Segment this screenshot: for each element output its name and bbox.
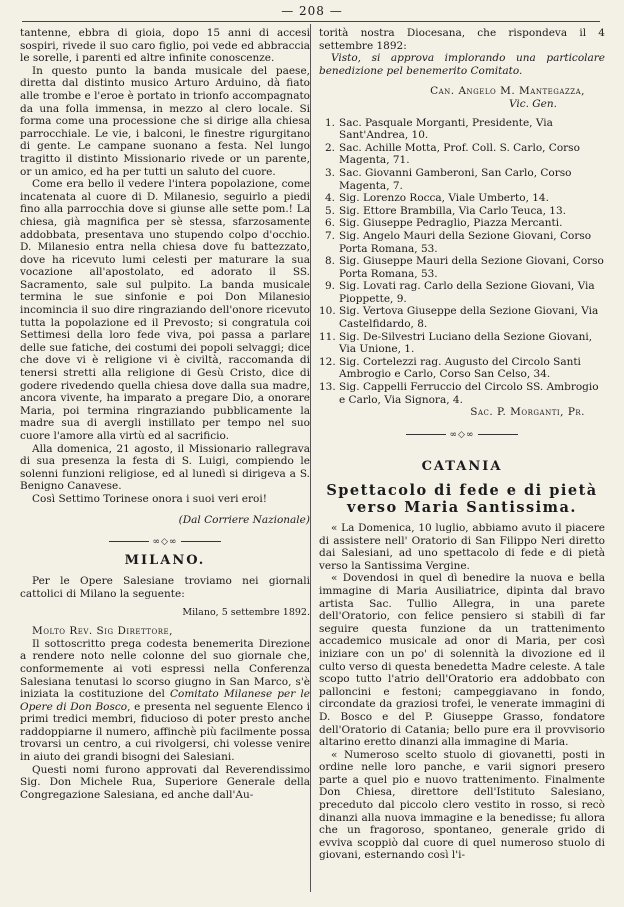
list-item: 13. Sig. Cappelli Ferruccio del Circolo SS. Ambrogio e Carlo, Via Signora, 4.: [319, 381, 599, 406]
list-item: 2. Sac. Achille Motta, Prof. Coll. S. Carlo, Corso Magenta, 71.: [324, 141, 580, 167]
list-item: 11. Sig. De-Silvestri Luciano della Sezione Giovani, Via Unione, 1.: [319, 330, 593, 356]
header-rule: [22, 21, 600, 22]
letter-paragraph: [20, 638, 310, 764]
list-item: 8. Sig. Giuseppe Mauri della Sezione Giovani, Corso Porta Romana, 53.: [324, 255, 604, 280]
paragraph: torità nostra Diocesana, che rispondeva il 4 settembre 1892:: [319, 27, 605, 52]
president-signature: Sac. P. Morganti, Pr.: [470, 406, 585, 419]
letter-text: Il sottoscritto prega codesta benemerita Direzione a rendere noto nelle colonne del suo giornale che, conformemente ai voti espressi nella Conferenza Salesiana tenutasi lo scorso giugno in San Marco, s'è iniziata la costituzione del: [20, 637, 310, 701]
headline-line-2: verso Maria Santissima.: [347, 499, 577, 516]
list-item: 10. Sig. Vertova Giuseppe della Sezione Giovani, Via Castelfidardo, 8.: [319, 305, 599, 331]
paragraph: « Dovendosi in quel dì benedire la nuova e bella immagine di Maria Ausiliatrice, dipinta dal bravo artista Sac. Tullio Allegra, in una parete dell'Oratorio, con felice pensiero si stabilì di far seguire questa funzione da un trattenimento accademico musicale ad onor di Maria, per così iniziare con un po' di solennità la divozione ed il culto verso di questa benedetta Madre celeste. A tale scopo tutto l'atrio dell'Oratorio era addobbato con palloncini e festoni; campeggiavano in fondo, circondate da graziosi trofei, le venerate immagini di D. Bosco e del P. Giuseppe Grasso, fondatore dell'Oratorio di Catania; bello pure era il provvisorio altarino eretto dinanzi alla immagine di Maria.: [319, 572, 605, 749]
source-citation: [20, 514, 310, 527]
letter-date: Milano, 5 settembre 1892.: [182, 606, 310, 618]
ornament-divider: ∞◇∞: [319, 429, 605, 442]
paragraph: « Numeroso scelto stuolo di giovanetti, posti in ordine nelle loro panche, e varii signori presero parte a quel pio e nuovo trattenimento. Finalmente Don Chiesa, direttore dell'Istituto Salesiano, preceduto dal piccolo clero vestito in rosso, si recò dinanzi alla nuova immagine e la benedisse; fu allora che un fragoroso, spontaneo, generale grido di evviva scoppiò dal cuore di quel numeroso stuolo di giovani, esternando così l'i-: [319, 748, 605, 862]
list-item: 5. Sig. Ettore Brambilla, Via Carlo Teuca, 13.: [324, 204, 566, 217]
list-item: 12. Sig. Cortelezzi rag. Augusto del Circolo Santi Ambrogio e Carlo, Corso San Celso, 34.: [319, 355, 581, 381]
paragraph: tantenne, ebbra di gioia, dopo 15 anni di accesi sospiri, rivede il suo caro figlio, poi vede ed abbraccia le sorelle, i parenti ed altre infinite conoscenze.: [20, 27, 310, 65]
list-item: 9. Sig. Lovati rag. Carlo della Sezione Giovani, Via Pioppette, 9.: [324, 280, 595, 305]
paragraph: Così Settimo Torinese onora i suoi veri eroi!: [32, 492, 267, 505]
ornament-divider: ∞◇∞: [20, 536, 310, 549]
left-column: [20, 27, 310, 887]
approval-text: Visto, si approva implorando una particolare benedizione pel benemerito Comitato.: [319, 52, 605, 77]
list-item: 7. Sig. Angelo Mauri della Sezione Giovani, Corso Porta Romana, 53.: [324, 229, 592, 255]
paragraph: In questo punto la banda musicale del paese, diretta dal distinto musico Arturo Arduino, dà fiato alle trombe e l'eroe è portato in trionfo accompagnato da una folla immensa, in mezzo al clero locale. Si forma come una processione che si dirige alla chiesa parrocchiale. Le vie, i balconi, le finestre rigurgitano di gente. Le campane suonano a festa. Nel lungo tragitto il distinto Missionario rivede or un parente, or un amico, ed ha per tutti un saluto del cuore.: [20, 64, 310, 178]
paragraph: Per le Opere Salesiane troviamo nei giornali cattolici di Milano la seguente:: [20, 575, 310, 600]
list-item: 4. Sig. Lorenzo Rocca, Viale Umberto, 14.: [324, 192, 549, 205]
paragraph: Alla domenica, 21 agosto, il Missionario rallegrava di sua presenza la festa di S. Luigi, compiendo le solenni funzioni religiose, ed al lunedì si dirigeva a S. Benigno Canavese.: [20, 442, 310, 493]
list-item: 1. Sac. Pasquale Morganti, Presidente, Via Sant'Andrea, 10.: [324, 116, 553, 142]
letter-text: , e presenta nel seguente Elenco i primi tredici membri, fiducioso di poter presto anche raddoppiarne il numero, affinchè più facilmente possa trovarsi un centro, a cui rivolgersi, chi volesse venire in aiuto dei grandi bisogni dei Salesiani.: [20, 700, 310, 764]
column-divider: [310, 24, 311, 892]
letter-paragraph: Questi nomi furono approvati dal Reverendissimo Sig. Don Michele Rua, Superiore Generale della Congregazione Salesiana, ed anche dall'Au-: [20, 763, 310, 801]
paragraph: « La Domenica, 10 luglio, abbiamo avuto il piacere di assistere nell' Oratorio di San Filippo Neri diretto dai Salesiani, ad uno spettacolo di fede e di pietà verso la Santissima Vergine.: [319, 522, 605, 572]
right-column: [319, 27, 605, 887]
source-suffix: ): [305, 513, 310, 526]
source-name: Corriere Nazionale: [204, 513, 306, 526]
paragraph: Come era bello il vedere l'intera popolazione, come incatenata al cuore di D. Milanesio, seguirlo a piedi fino alla parrocchia dove si giunse alle sette pom.! La chiesa, già magnifica per sè stessa, sfarzosamente addobbata, presentava uno stupendo colpo d'occhio. D. Milanesio entra nella chiesa dove fu battezzato, dove ha ricevuto lumi celesti per maturare la sua vocazione all'apostolato, ed adorato il SS. Sacramento, sale sul pulpito. La banda musicale termina le sue sinfonie e poi Don Milanesio incomincia il suo dire ringraziando dell'onore ricevuto tutta la popolazione ed il Prevosto; si congratula coi Settimesi della loro fede viva, poi passa a parlare delle sue fatiche, dei costumi dei popoli selvaggi; dice che dove vi è religione vi è civiltà, raccomanda di tenersi stretti alla religione di Gesù Cristo, dice di godere rivedendo quella chiesa dove dalla sua madre, ancora vivente, ha imparato a pregare Dio, a onorare Maria, poi termina ringraziando pubblicamente la madre sua di avergli instillato per tempo nel suo cuore l'amore alla virtù ed al sacrificio.: [20, 178, 310, 442]
source-prefix: (Dal: [178, 513, 205, 526]
article-headline: [319, 482, 605, 516]
signer-name: Can. Angelo M. Mantegazza,: [430, 85, 585, 98]
signer-title: Vic. Gen.: [508, 97, 557, 110]
list-item: 3. Sac. Giovanni Gamberoni, San Carlo, Corso Magenta, 7.: [324, 166, 572, 192]
page-number: — 208 —: [281, 4, 343, 18]
section-title-catania: CATANIA: [421, 459, 503, 475]
member-list: [319, 117, 605, 407]
letter-salutation: Molto Rev. Sig Direttore,: [32, 625, 173, 638]
section-title-milano: MILANO.: [124, 552, 206, 568]
list-item: 6. Sig. Giuseppe Pedraglio, Piazza Mercanti.: [324, 217, 563, 230]
committee-name: Comitato Milanese per le Opere di Don Bosco: [20, 688, 310, 713]
headline-line-1: Spettacolo di fede e di pietà: [326, 482, 598, 499]
